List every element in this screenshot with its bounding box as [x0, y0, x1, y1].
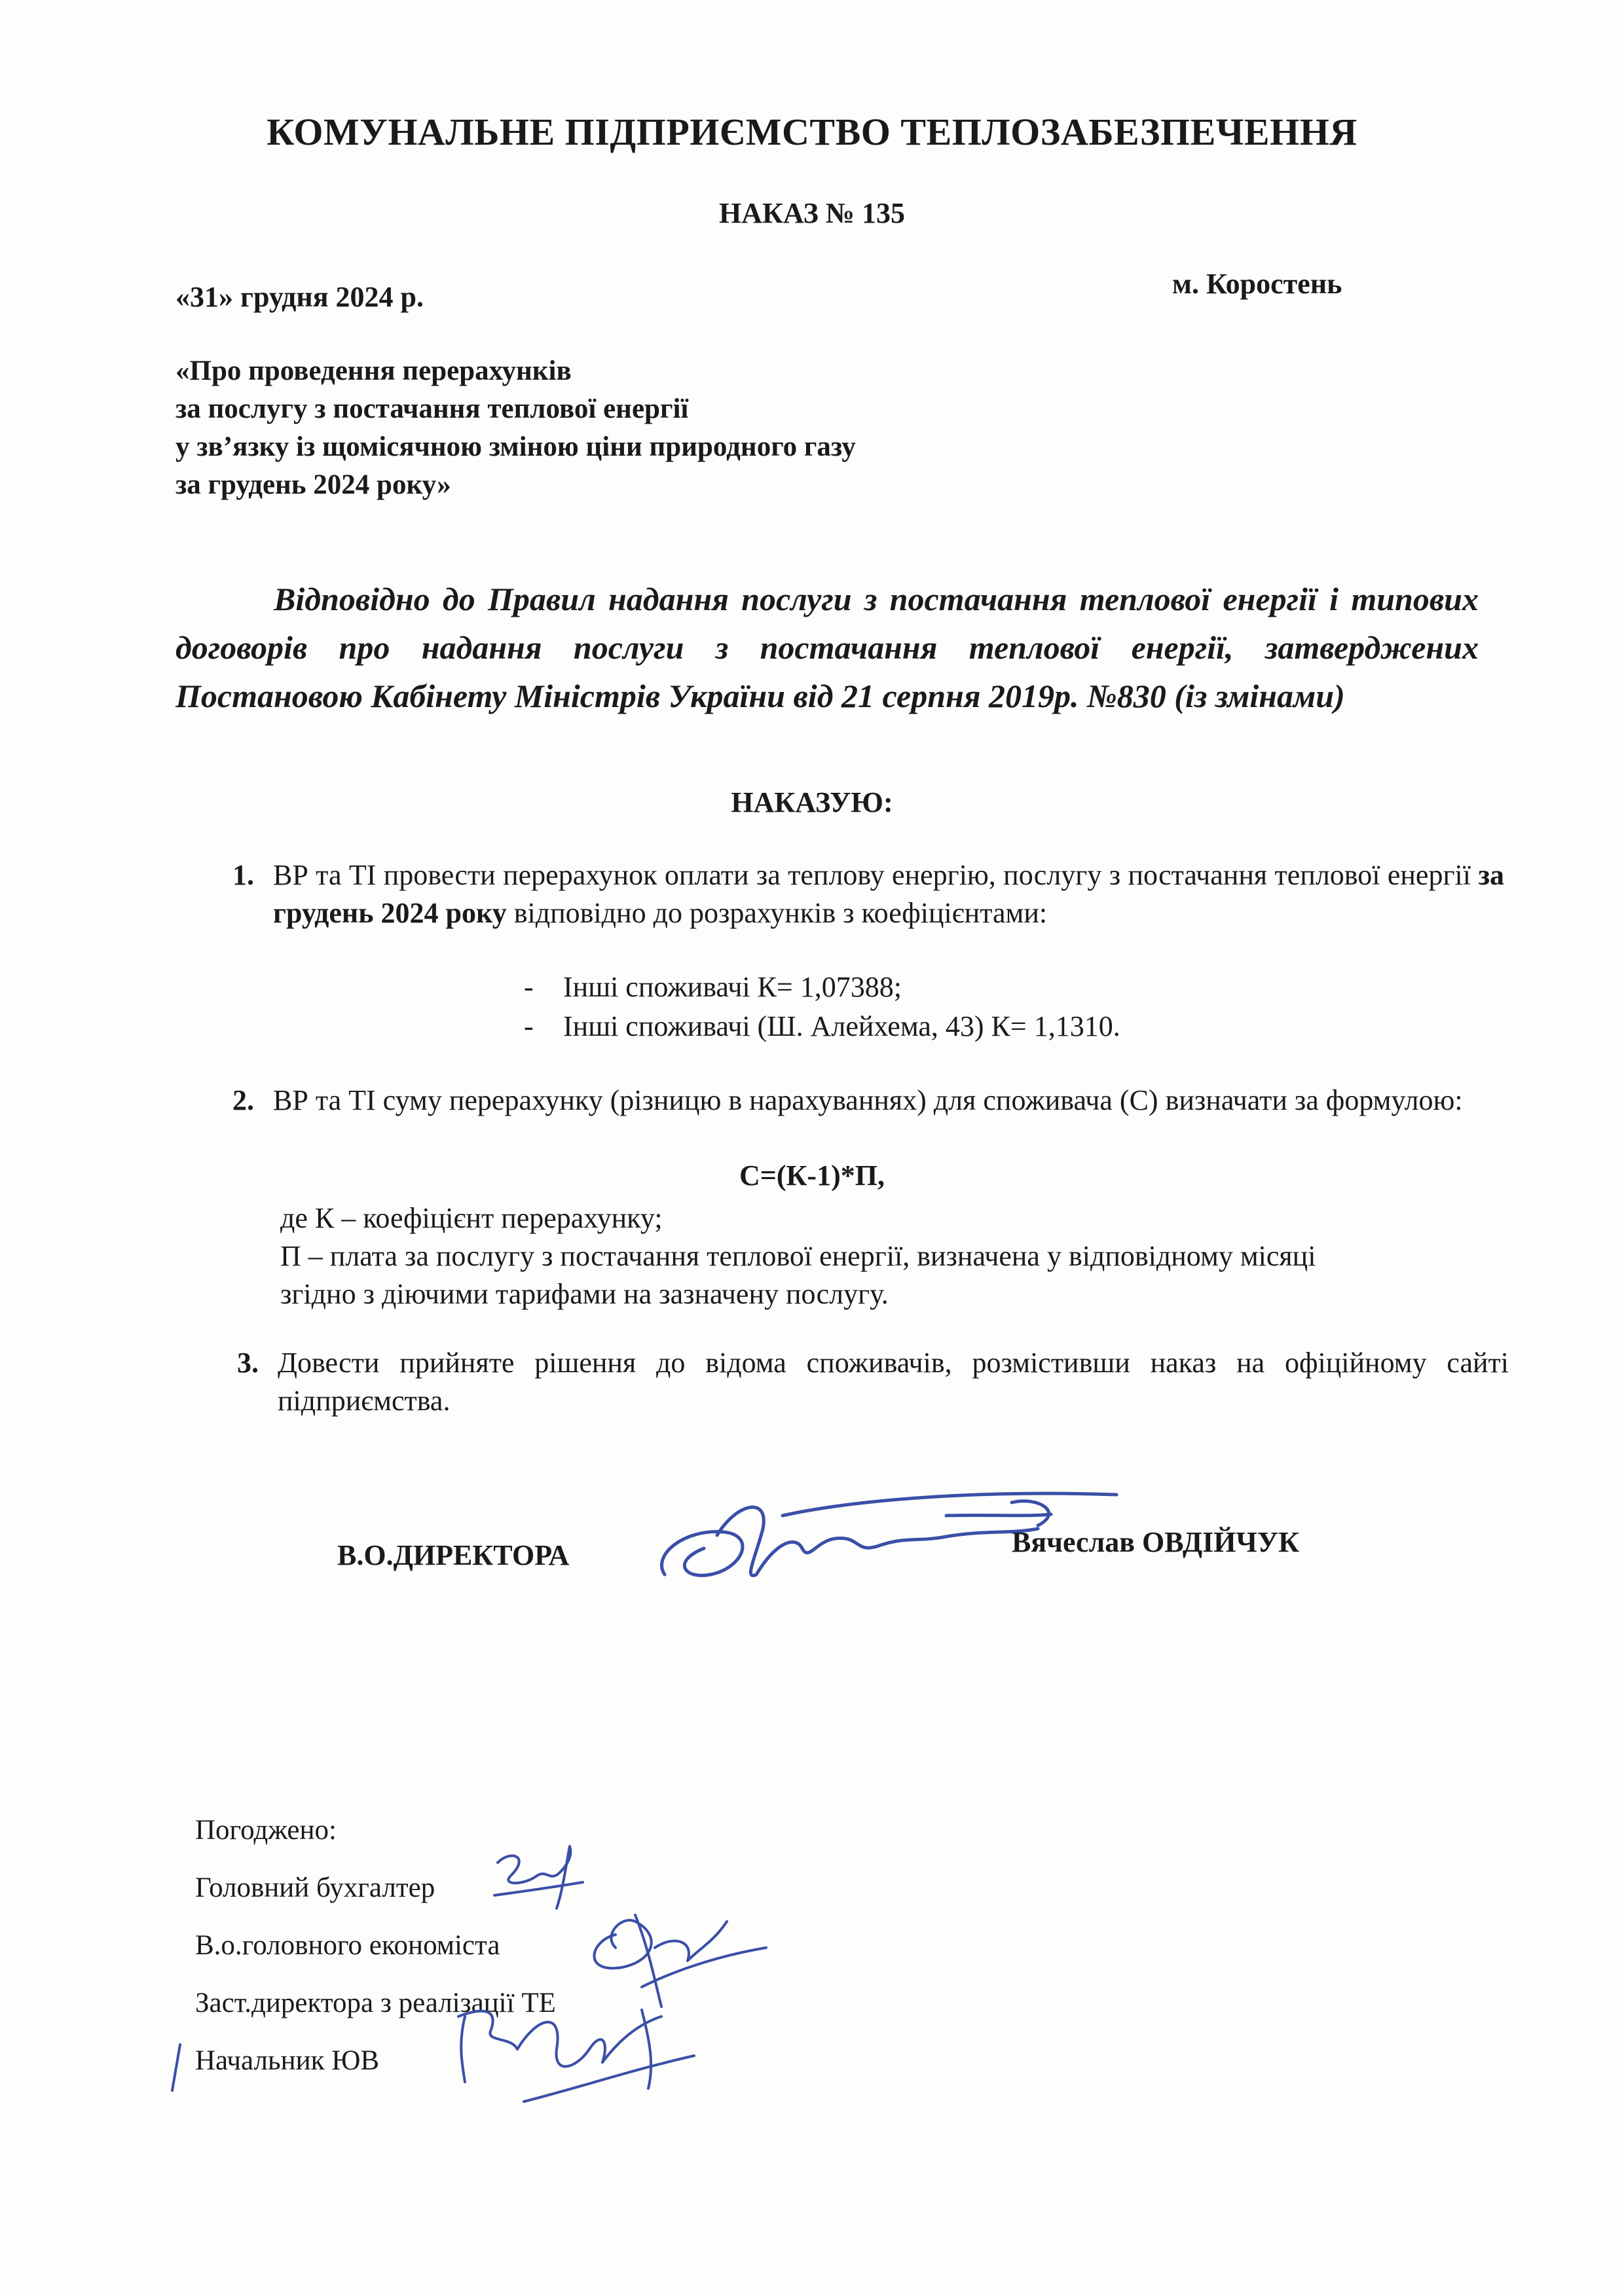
margin-pen-mark — [167, 2041, 187, 2094]
subject-line: у зв’язку із щомісячною зміною ціни природного газу — [175, 431, 856, 462]
item-text-part: ВР та ТІ провести перерахунок оплати за теплову енергію, послугу з постачання теплової енергії — [273, 859, 1479, 891]
item-text: Довести прийняте рішення до відома споживачів, розмістивши наказ на офіційному сайті підприємства. — [278, 1347, 1509, 1417]
order-number: НАКАЗ № 135 — [718, 197, 906, 229]
coefficient-item — [524, 968, 1120, 1007]
item-text — [273, 856, 1504, 932]
subject-line: за послугу з постачання теплової енергії — [175, 393, 689, 424]
order-subject — [175, 352, 856, 504]
item-number: 2. — [232, 1084, 254, 1116]
item-text-bold: за грудень 2024 року — [273, 859, 1504, 929]
organization-title: КОМУНАЛЬНЕ ПІДПРИЄМСТВО ТЕПЛОЗАБЕЗПЕЧЕННЯ — [267, 111, 1357, 153]
item-text-part: відповідно до розрахунків з коефіцієнтами: — [506, 897, 1048, 929]
coefficient-list — [524, 968, 1120, 1046]
signatory-name: Вячеслав ОВДІЙЧУК — [1012, 1526, 1300, 1558]
approvals-heading: Погоджено: — [195, 1815, 337, 1846]
approval-position: Начальник ЮВ — [195, 2045, 380, 2076]
definition-line: згідно з діючими тарифами на зазначену послугу. — [280, 1278, 889, 1310]
director-signature — [645, 1476, 1182, 1607]
order-city: м. Коростень — [1172, 268, 1342, 300]
coefficient-text: Інші споживачі (Ш. Алейхема, 43) К= 1,1310. — [563, 1010, 1120, 1042]
approval-position: В.о.головного економіста — [195, 1930, 500, 1961]
approval-position: Головний бухгалтер — [195, 1872, 435, 1903]
definition-line: де К – коефіцієнт перерахунку; — [280, 1202, 663, 1234]
coefficient-text: Інші споживачі К= 1,07388; — [563, 971, 902, 1003]
item-number: 1. — [232, 859, 254, 891]
item-text: ВР та ТІ суму перерахунку (різницю в нарахуваннях) для споживача (С) визначати за формулою: — [273, 1084, 1463, 1116]
subject-line: за грудень 2024 року» — [175, 469, 451, 500]
legal-head-signature — [445, 1990, 707, 2121]
signatory-title: В.О.ДИРЕКТОРА — [337, 1539, 570, 1571]
definition-line: П – плата за послугу з постачання теплової енергії, визначена у відповідному місяці — [280, 1240, 1316, 1272]
list-dash: - — [524, 971, 534, 1003]
approval-position: Заст.директора з реалізації ТЕ — [195, 1988, 556, 2018]
subject-line: «Про проведення перерахунків — [175, 355, 572, 386]
formula-definitions — [280, 1199, 1316, 1313]
item-number: 3. — [237, 1347, 259, 1379]
order-heading: НАКАЗУЮ: — [731, 786, 893, 818]
formula: С=(К-1)*П, — [739, 1159, 885, 1192]
preamble: Відповідно до Правил надання послуги з постачання теплової енергії і типових договорів про надання послуги з постачання теплової енергії, затверджених Постановою Кабінету Міністрів України від 21 серпня 2019р. №830 (із змінами) — [175, 581, 1479, 714]
list-dash: - — [524, 1010, 534, 1042]
coefficient-item — [524, 1007, 1120, 1046]
order-date: «31» грудня 2024 р. — [175, 281, 424, 313]
